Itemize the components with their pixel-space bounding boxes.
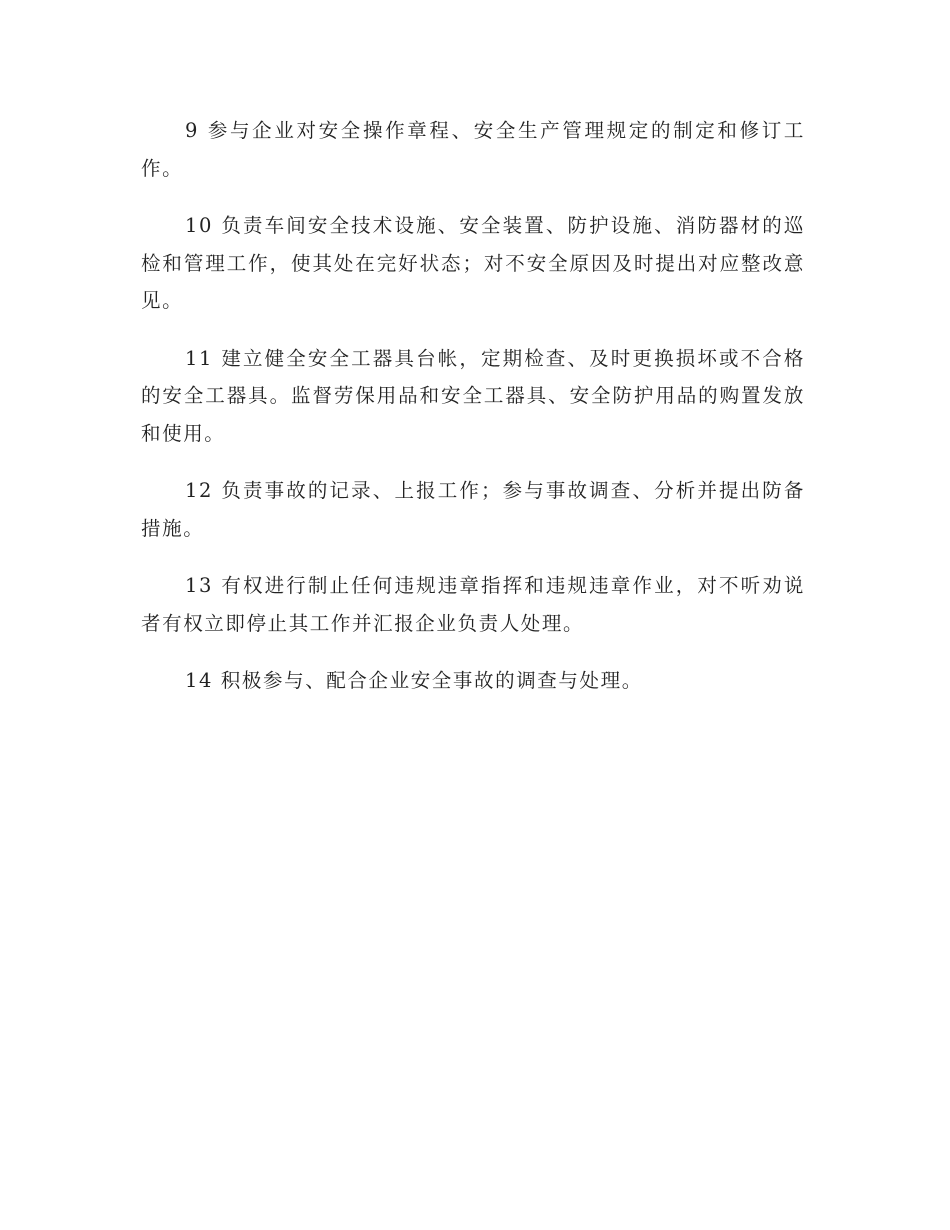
paragraph-item-14: 14 积极参与、配合企业安全事故的调查与处理。 <box>185 669 643 692</box>
document-body <box>141 112 805 720</box>
paragraph-item-11: 11 建立健全安全工器具台帐，定期检查、及时更换损坏或不合格的安全工器具。监督劳保用品和安全工器具、安全防护用品的购置发放和使用。 <box>141 346 805 445</box>
paragraph-item-13: 13 有权进行制止任何违规违章指挥和违规违章作业，对不听劝说者有权立即停止其工作并汇报企业负责人处理。 <box>141 574 805 635</box>
paragraph-item-9: 9 参与企业对安全操作章程、安全生产管理规定的制定和修订工作。 <box>141 119 805 180</box>
paragraph-item-10: 10 负责车间安全技术设施、安全装置、防护设施、消防器材的巡检和管理工作，使其处在完好状态；对不安全原因及时提出对应整改意见。 <box>141 214 805 312</box>
paragraph-item-12: 12 负责事故的记录、上报工作；参与事故调查、分析并提出防备措施。 <box>141 479 805 540</box>
